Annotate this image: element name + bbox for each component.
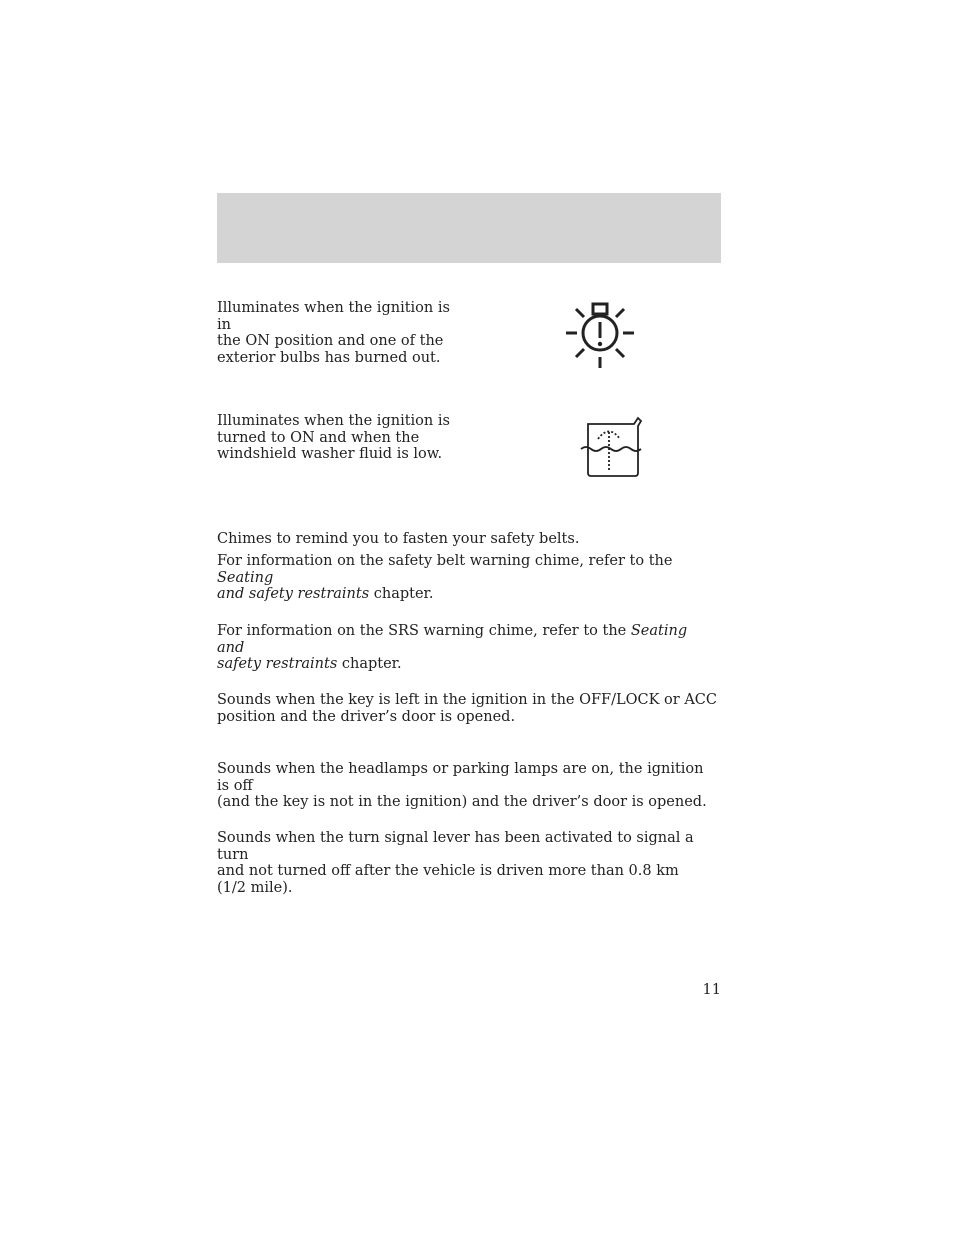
page-number: 11 <box>702 982 721 998</box>
srs-chime-reference <box>217 623 717 673</box>
safety-belt-reference <box>217 553 717 603</box>
section-header-bar <box>217 193 721 263</box>
lamp-outage-line-2: the ON position and one of the <box>217 333 444 349</box>
srs-italic-1: Seating and <box>217 623 688 656</box>
turn-signal-line-2: and not turned off after the vehicle is driven more than 0.8 km <box>217 863 679 879</box>
bulb-outage-warning-icon <box>562 298 638 372</box>
lamp-outage-description <box>217 300 467 366</box>
srs-italic-2: safety restraints <box>217 656 338 672</box>
safety-belt-reference-italic-1: Seating <box>217 569 274 586</box>
key-in-ignition-line-1: Sounds when the key is left in the ignition in the OFF/LOCK or ACC <box>217 692 717 708</box>
safety-belt-reference-line-1 <box>217 553 717 586</box>
srs-line-1 <box>217 623 717 656</box>
srs-post: chapter. <box>337 656 402 672</box>
washer-fluid-line-3: windshield washer fluid is low. <box>217 446 443 462</box>
headlamps-on-line-1: Sounds when the headlamps or parking lamps are on, the ignition is off <box>217 761 704 794</box>
key-in-ignition-chime-text <box>217 692 717 725</box>
washer-fluid-low-icon <box>578 414 644 480</box>
lamp-outage-line-1: Illuminates when the ignition is in <box>217 300 450 333</box>
washer-fluid-line-1: Illuminates when the ignition is <box>217 413 450 429</box>
safety-belt-reference-line-2 <box>217 586 717 603</box>
safety-belt-chime-line: Chimes to remind you to fasten your safety belts. <box>217 531 580 547</box>
key-in-ignition-line-2: position and the driver’s door is opened. <box>217 708 516 725</box>
safety-belt-reference-italic-2: and safety restraints <box>217 586 370 602</box>
washer-fluid-description <box>217 413 467 463</box>
headlamps-on-chime-text <box>217 761 717 811</box>
srs-line-2 <box>217 656 717 673</box>
safety-belt-chime-text <box>217 531 717 548</box>
safety-belt-reference-post: chapter. <box>369 586 434 602</box>
lamp-outage-line-3: exterior bulbs has burned out. <box>217 349 441 366</box>
safety-belt-reference-pre: For information on the safety belt warning chime, refer to the <box>217 553 673 569</box>
turn-signal-chime-text <box>217 830 717 896</box>
srs-pre: For information on the SRS warning chime, refer to the <box>217 623 631 639</box>
headlamps-on-line-2: (and the key is not in the ignition) and the driver’s door is opened. <box>217 794 707 810</box>
turn-signal-line-3: (1/2 mile). <box>217 879 293 896</box>
turn-signal-line-1: Sounds when the turn signal lever has been activated to signal a turn <box>217 830 694 863</box>
washer-fluid-line-2: turned to ON and when the <box>217 429 420 446</box>
